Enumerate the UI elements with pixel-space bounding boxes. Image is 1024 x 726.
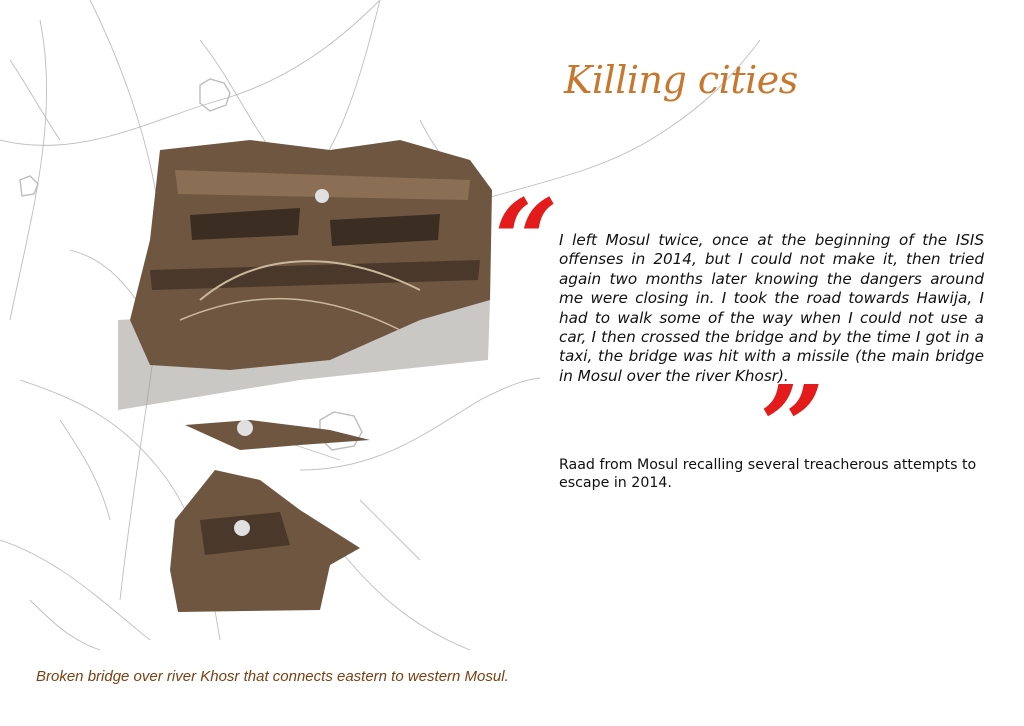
bridge-model-spike — [185, 420, 370, 450]
image-caption: Broken bridge over river Khosr that connects eastern to western Mosul. — [36, 668, 509, 685]
bridge-model-small — [170, 470, 360, 612]
bridge-model-large — [118, 140, 492, 410]
open-quote-mark: “ — [494, 176, 559, 307]
close-quote-mark: ” — [760, 362, 825, 493]
page-title: Killing cities — [564, 58, 798, 102]
testimony-quote: I left Mosul twice, once at the beginning of the ISIS offenses in 2014, but I could not make it, then tried again two months later knowing the dangers around me were closing in. I took the road towards Hawija, I had to walk some of the way when I could not use a car, I then crossed the bridge and by the time I got in a taxi, the bridge was hit with a missile (the main bridge in Mosul over the river Khosr). — [559, 231, 984, 385]
quote-attribution: Raad from Mosul recalling several treacherous attempts to escape in 2014. — [559, 457, 977, 491]
